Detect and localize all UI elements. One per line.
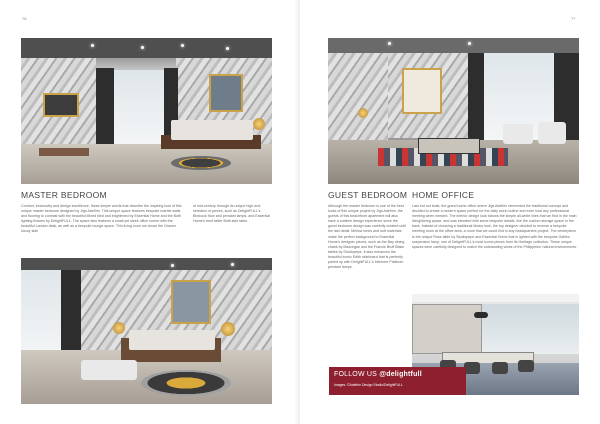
guest-bedroom-heading: GUEST BEDROOM [328,190,408,200]
follow-us-prefix: FOLLOW US [334,371,378,378]
guest-bedroom-text: Although the master bedroom is one of the best looks of this unique project by Jigs Adefirin, the guests of this beachfront apartment will also have a sublime design experience since the guest bedroom design was carefully created until the last detail. Mellow tones and soft materials make the perfect background to Essential Home's designer pieces, such as the Bay dining chairs by Mazzegan and the Francis Bruff Blake tables by Studiopepe. It also enhances the beautiful iconic Edith sideboard that is perfectly paired up with DelightFULL's Heimere Platinum pendant lamps. [328,204,406,270]
master-bedroom-text-col2: of mid-century through its unique high-end selection of pieces, such as DelightFULL's Birdcock floor and pendant lamps, and Essential Home's best seller Botti side table. [193,204,270,224]
master-bedroom-photo-top [21,38,272,184]
home-office-text: Last but not least, the grand home office where Jigs Adefirin reinvented the traditional concept and decided to create a modern space perfect for the daily work routine and even host any professional meeting when needed. The interior design look follows the simple all-white lines that we find in the main living/dining space, and was elevated with some bespoke details, like the custom storage space in the back. Instead of choosing a traditional library look, the top designer decided to reverse a bespoke meeting room at the office area, a room that we could find in any headquarters project. The centerpiece is the unique Ross table by Studiopepe and Essential Home that is lighted with the bespoke Galileo suspension lamp, one of DelightFULL's most iconic pieces from its Heritage collection. These unique spaces were carefully designed to match the outstanding views of the Philippines' natural environments. [412,204,578,249]
master-bedroom-text-col1: Comfort, exclusivity and design excellence, these simple words that describe the inspiring look of this unique master bedroom designed by Jigs Adefirin. This unique space features bespoke marble walls and flooring to contrast with the beautiful Mixed tiled and brightened by Essential Home and the Botti lighting fixtures by DelightFULL. The space also features a small yet sleek office corner with the beautiful Landon desk, as well as a bespoke lounge space. This living room we chose the Graven luxury side [21,204,182,234]
home-office-heading: HOME OFFICE [412,190,475,200]
page-number-left: 76 [22,16,27,21]
master-bedroom-photo-bottom [21,258,272,404]
image-credit: Images: ©Adefirin Design Studio/DelightFULL [334,383,403,387]
follow-us-line [334,371,461,378]
follow-us-banner [329,367,466,395]
instagram-handle[interactable]: @delightfull [379,371,422,378]
master-bedroom-heading: MASTER BEDROOM [21,190,107,200]
guest-bedroom-photo [328,38,579,184]
page-number-right: 77 [571,16,576,21]
